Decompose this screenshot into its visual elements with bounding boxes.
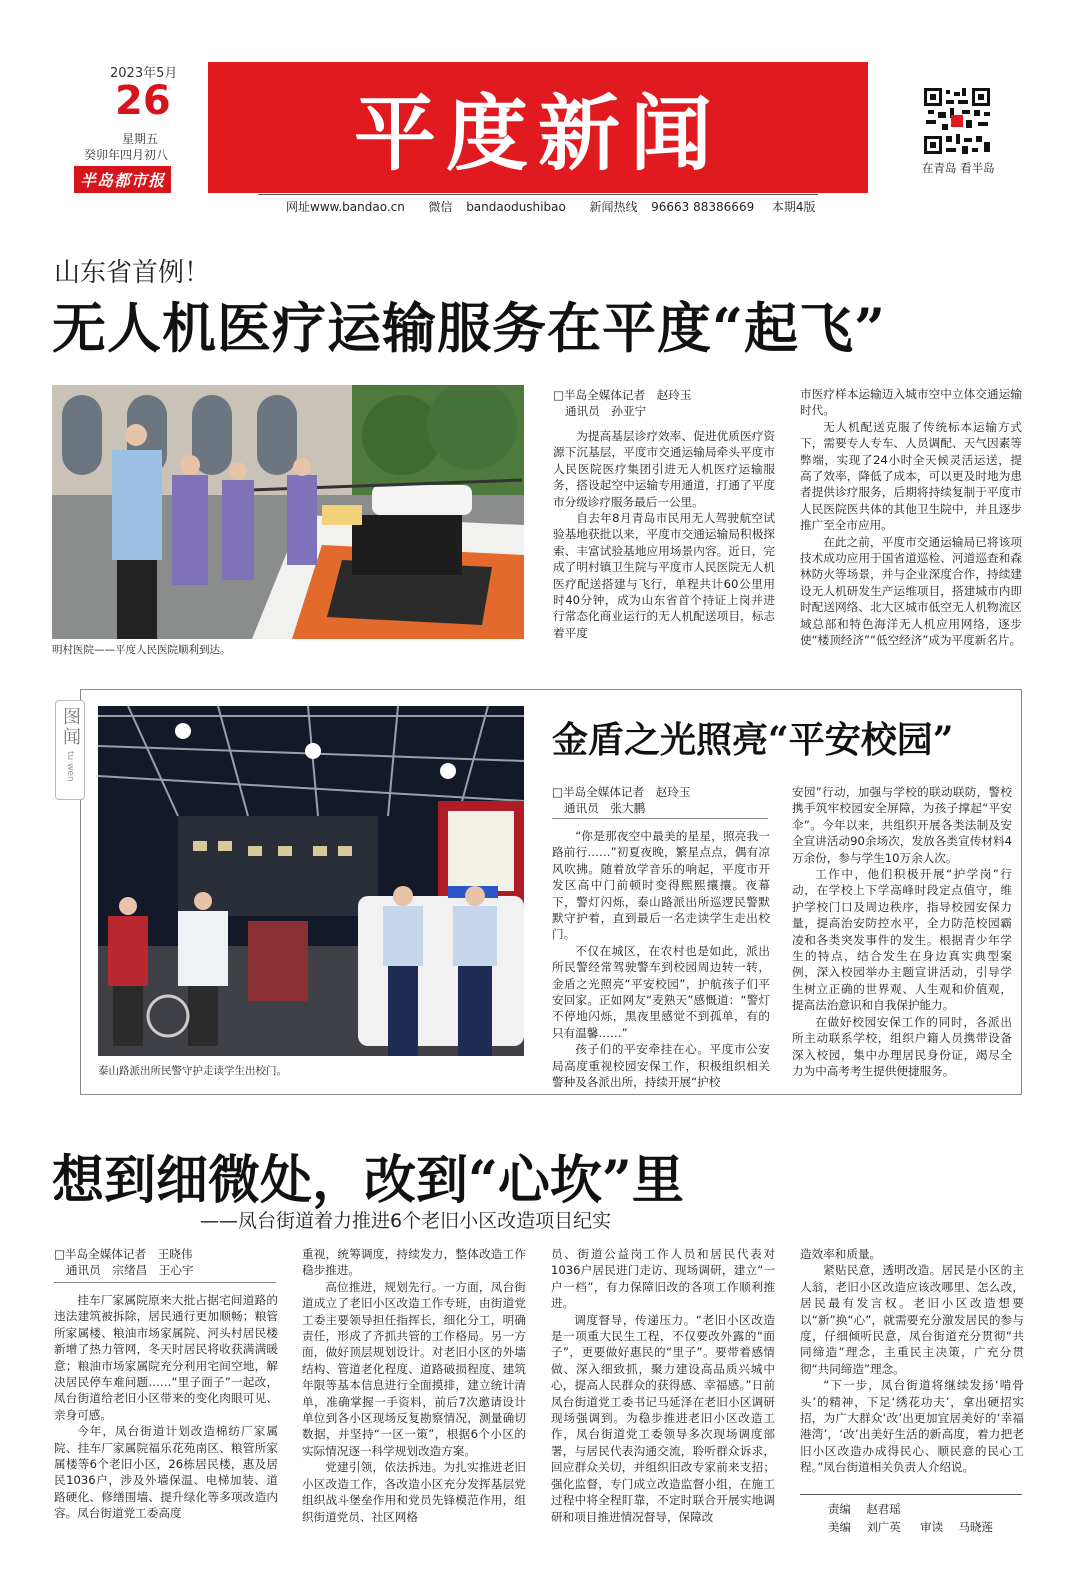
article1-col2 <box>800 386 1022 649</box>
lunar-date: 癸卯年四月初八 <box>84 148 169 162</box>
masthead-rule <box>258 194 818 195</box>
article1-byline-correspondent: 通讯员 孙亚宁 <box>565 404 647 418</box>
qr-caption: 在青岛 看半岛 <box>922 161 995 175</box>
article1-kicker: 山东省首例！ <box>54 258 211 288</box>
article3-para: 调度督导，传递压力。“老旧小区改造是一项重大民生工程，不仅要改外露的“面子”，更要做好惠民的“里子”。要带着感情做、深入细致抓，聚力建设高品质兴城中心，提高人民群众的获得感、幸福感。”日前凤台街道党工委书记马延泽在老旧小区调研现场强调到。为稳步推进老旧小区改造工作，凤台街道党工委领导多次现场调度部署，与居民代表沟通交流，聆听群众诉求，回应群众关切，并组织旧改专家前来支招；强化监督，专门成立改造监督小组，在施工过程中将全程盯靠，不定时联合开展实地调研和项目推进情况督导，保障改 <box>551 1312 775 1524</box>
article3-col3 <box>551 1246 775 1525</box>
article2-headline[interactable]: 金盾之光照亮“平安校园” <box>552 719 954 761</box>
date-block <box>70 60 200 195</box>
tuwen-tag <box>55 700 85 800</box>
article1-para: 在此之前，平度市交通运输局已将该项技术成功应用于国省道巡检、河道巡查和森林防火等场景，并与企业深度合作，持续建设无人机研发生产运维项目，搭建城市内即时配送网络、北大区城市低空无人机物流区域总部和特色海洋无人机应用网络，逐步使“楼顶经济”“低空经济”成为平度新名片。 <box>800 534 1022 648</box>
editor-rule <box>800 1494 1022 1495</box>
article2-byline-correspondent: 通讯员 张大鹏 <box>564 801 646 815</box>
article1-photo-caption: 明村医院——平度人民医院顺利到达。 <box>52 644 231 656</box>
tuwen-tag-en: tu wen <box>65 751 75 782</box>
tuwen-tag-cn: 图闻 <box>60 707 81 747</box>
art-editor-label: 美编 <box>828 1520 851 1534</box>
paper-logo: 半岛都市报 <box>74 166 171 193</box>
wechat-label: 微信 <box>428 200 453 214</box>
article3-byline <box>54 1246 284 1278</box>
campus-police-photo <box>98 706 524 1056</box>
article3-byline-rule <box>54 1282 276 1283</box>
editor-label: 责编 <box>828 1502 851 1516</box>
article3-para: 高位推进，规划先行。一方面，凤台街道成立了老旧小区改造工作专班，由街道党工委主要领导担任指挥长，细化分工，明确责任，形成了齐抓共管的工作格局。另一方面，做好顶层规划设计。对老旧小区的外墙结构、管道老化程度、道路破损程度、建筑年限等基本信息进行全面摸排，建立统计清单，准确掌握一手资料，前后7次邀请设计单位到各小区现场反复勘察情况，测量确切数据，并坚持“一区一策”，根据6个小区的实际情况逐一科学规划改造方案。 <box>302 1279 526 1458</box>
article3-col1 <box>54 1292 278 1522</box>
article3-para: “下一步，凤台街道将继续发扬‘啃骨头’的精神，下足‘绣花功夫’，拿出硬招实招，为广大群众‘改’出更加宜居美好的‘幸福港湾’，‘改’出美好生活的新高度，着力把老旧小区改造办成得民心、顺民意的民心工程。”凤台街道相关负责人介绍说。 <box>800 1378 1024 1475</box>
article3-para: 重视，统筹调度，持续发力，整体改造工作稳步推进。 <box>302 1247 526 1278</box>
masthead-title: 平度新闻 <box>353 86 722 182</box>
wechat-id: bandaodushibao <box>466 200 566 214</box>
article3-para: 紧贴民意，透明改造。居民是小区的主人翁，老旧小区改造应该改哪里、怎么改，居民最有发言权。老旧小区改造想要以“新”换“心”，就需要充分激发居民的参与度，仔细倾听民意，凤台街道充分贯彻“共同缔造”理念，主重民主决策，广充分贯彻“共同缔造”理念。 <box>800 1263 1024 1376</box>
article1-headline[interactable]: 无人机医疗运输服务在平度“起飞” <box>52 296 887 360</box>
article1-byline <box>553 387 773 419</box>
qr-code-icon <box>922 86 992 156</box>
article3-headline[interactable]: 想到细微处，改到“心坎”里 <box>52 1150 684 1211</box>
article1-para: 市医疗样本运输迈入城市空中立体交通运输时代。 <box>800 387 1022 418</box>
article2-photo[interactable] <box>98 706 524 1056</box>
article2-para: 在做好校园安保工作的同时，各派出所主动联系学校，组织户籍人员携带设备深入校园，集中办理居民身份证，竭尽全力为中高考考生提供便捷服务。 <box>792 1014 1012 1078</box>
article2-byline-rule <box>552 818 768 819</box>
hotline-number: 96663 88386669 <box>651 200 755 214</box>
article2-para: 安园”行动，加强与学校的联动联防，警校携手筑牢校园安全屏障，为孩子撑起“平安伞”。今年以来，共组织开展各类法制及安全宣讲活动90余场次，发放各类宣传材料4万余份，参与学生10万余人次。 <box>792 785 1012 865</box>
proofreader-name: 马晓莲 <box>958 1520 993 1534</box>
article2-para: 工作中，他们积极开展“护学岗”行动，在学校上下学高峰时段定点值守，维护学校门口及周边秩序，指导校园安保力量，提高治安防控水平，全力防范校园霸凌和各类突发事件的发生。根据青少年学生的特点，结合发生在身边真实典型案例，深入校园举办主题宣讲活动，引导学生树立正确的世界观、人生观和价值观，提高法治意识和自我保护能力。 <box>792 867 1012 1013</box>
article3-para: 今年，凤台街道计划改造棉纺厂家属院、挂车厂家属院福乐花苑南区、粮管所家属楼等6个老旧小区，26栋居民楼，惠及居民1036户，涉及外墙保温、电梯加装、道路硬化、修缮围墙、提升绿化等多项改造内容。凤台街道党工委高度 <box>54 1424 278 1521</box>
article1-para: 为提高基层诊疗效率、促进优质医疗资源下沉基层，平度市交通运输局牵头平度市人民医院医疗集团引进无人机医疗运输服务，搭设起空中运输专用通道，打通了平度市分级诊疗服务最后一公里。 <box>553 429 775 509</box>
article2-photo-caption: 泰山路派出所民警守护走读学生出校门。 <box>98 1065 287 1077</box>
date-year-month: 2023年5月 <box>110 66 178 81</box>
article3-para: 员、街道公益岗工作人员和居民代表对1036户居民进门走访、现场调研，建立“一户一档”，有力保障旧改的各项工作顺利推进。 <box>551 1247 775 1311</box>
qr-code[interactable] <box>922 86 992 156</box>
article1-byline-reporter: □半岛全媒体记者 赵玲玉 <box>553 388 692 402</box>
website-link[interactable]: 网址www.bandao.cn <box>286 200 405 214</box>
article1-para: 自去年8月青岛市民用无人驾驶航空试验基地获批以来，平度市交通运输局积极探索、丰富试验基地应用场景内容。近日，完成了明村镇卫生院与平度市人民医院无人机医疗配送搭建与飞行，单程共计60公里用时40分钟，成为山东省首个持证上岗并进行常态化商业运行的无人机配送项目，标志着平度 <box>553 511 775 640</box>
article3-para: 挂车厂家属院原来大批占据宅间道路的违法建筑被拆除，居民通行更加顺畅；粮管所家属楼、粮油市场家属院、河头村居民楼新增了热力管网，冬天时居民将收获满满暖意；粮油市场家属院充分利用宅间空地，解决居民停车难问题……“里子面子”一起改，凤台街道给老旧小区带来的变化肉眼可见、亲身可感。 <box>54 1293 278 1422</box>
article2-para: 孩子们的平安牵挂在心。平度市公安局高度重视校园安保工作，积极组织相关警种及各派出所，持续开展“护校 <box>552 1042 770 1090</box>
editor-name: 赵君瑶 <box>866 1502 901 1516</box>
art-editor-name: 刘广英 <box>866 1520 901 1534</box>
article3-para: 党建引领，依法拆违。为扎实推进老旧小区改造工作，各改造小区充分发挥基层党组织战斗堡垒作用和党员先锋模范作用，组织街道党员、社区网格 <box>302 1460 526 1524</box>
article3-subheadline: ——凤台街道着力推进6个老旧小区改造项目纪实 <box>200 1210 612 1232</box>
article3-para: 造效率和质量。 <box>800 1247 882 1261</box>
article2-para: “你是那夜空中最美的星星，照亮我一路前行……”初夏夜晚，繁星点点，偶有凉风吹拂。随着放学音乐的响起，平度市开发区高中门前顿时变得熙熙攘攘。夜幕下，警灯闪烁，泰山路派出所巡逻民警默默守护着，直到最后一名走读学生走出校门。 <box>552 829 770 942</box>
article3-byline-correspondent: 通讯员 宗绪昌 王心宇 <box>66 1263 194 1277</box>
article1-col1 <box>553 428 775 641</box>
masthead-banner <box>208 62 868 193</box>
info-line <box>286 198 816 215</box>
article2-para: 不仅在城区，在农村也是如此，派出所民警经常驾驶警车到校园周边转一转，金盾之光照亮“平安校园”，护航孩子们平安回家。正如网友“麦熟天”感慨道：“警灯不停地闪烁，黑夜里感觉不到孤单，有的只有温馨……” <box>552 943 770 1040</box>
article2-col1 <box>552 828 770 1091</box>
date-day: 26 <box>115 78 171 124</box>
article3-col4 <box>800 1246 1024 1476</box>
article1-para: 无人机配送克服了传统标本运输方式下，需要专人专车、人员调配、天气因素等弊端，实现了24小时全天候灵活运送，提高了效率，降低了成本，可以更及时地为患者提供诊疗服务，后期将持续复制于平度市人民医院医共体的其他卫生院中，并且逐步推广至全市应用。 <box>800 419 1022 533</box>
article2-byline-reporter: □半岛全媒体记者 赵玲玉 <box>552 785 691 799</box>
proofreader-label: 审读 <box>920 1520 944 1534</box>
page-count: 本期4版 <box>771 200 816 214</box>
article3-col2 <box>302 1246 526 1525</box>
article2-col2 <box>792 784 1012 1079</box>
article2-byline <box>552 784 772 816</box>
article1-photo[interactable] <box>52 385 524 639</box>
weekday: 星期五 <box>122 132 159 146</box>
hotline-label: 新闻热线 <box>589 200 638 214</box>
article3-byline-reporter: □半岛全媒体记者 王晓伟 <box>54 1247 193 1261</box>
editor-credits <box>828 1500 993 1536</box>
drone-delivery-photo <box>52 385 524 639</box>
